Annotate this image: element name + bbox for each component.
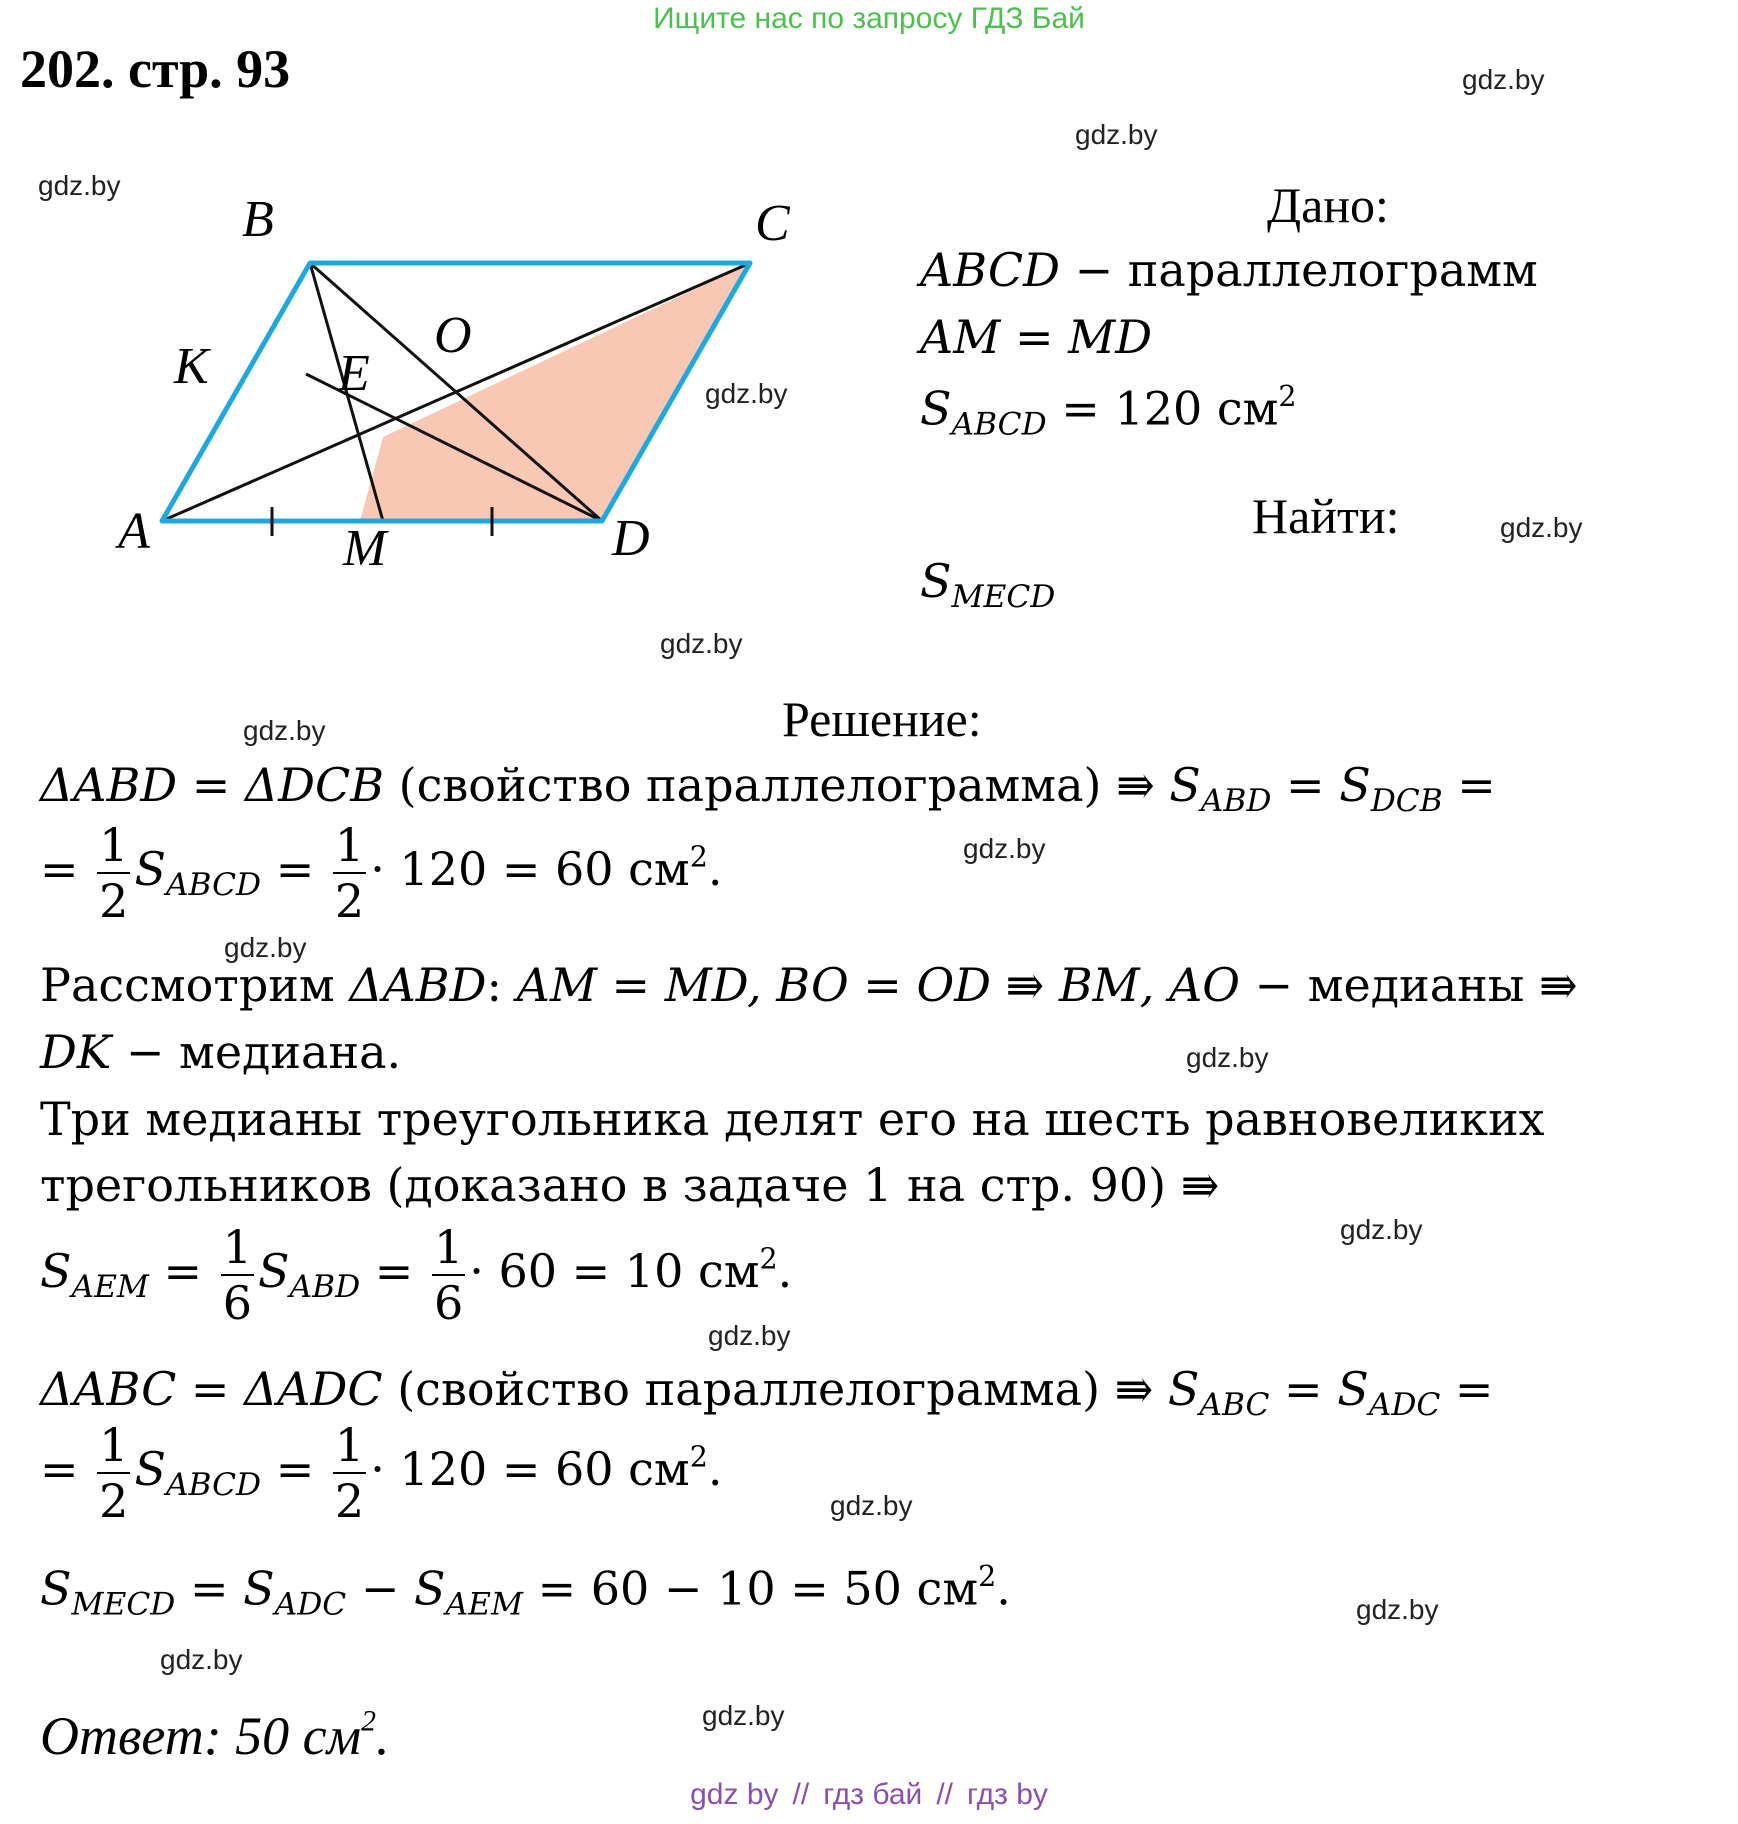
watermark: gdz.by xyxy=(160,1644,243,1675)
top-banner[interactable]: Ищите нас по запросу ГДЗ Бай xyxy=(653,2,1085,35)
watermark: gdz.by xyxy=(1186,1042,1269,1073)
watermark: gdz.by xyxy=(1500,512,1583,543)
label-d: D xyxy=(612,510,650,567)
bottom-link-gdz-by-ru[interactable]: гдз by xyxy=(967,1778,1048,1811)
solution-line-10: $S_{MECD} = S_{ADC} - S_{AEM} = 60 - 10 = 50$ $см^2$. xyxy=(40,1560,1011,1623)
find-heading: Найти: xyxy=(1252,488,1400,544)
shaded-region-mecd xyxy=(360,263,750,521)
watermark: gdz.by xyxy=(963,833,1046,864)
solution-line-3: Рассмотрим ΔABD: AM = MD, BO = OD ⇛ BM, AO − медианы ⇛ xyxy=(40,958,1578,1012)
label-e: E xyxy=(338,345,370,402)
label-b: B xyxy=(242,200,274,248)
given-heading: Дано: xyxy=(1267,177,1389,233)
label-a: A xyxy=(118,503,150,560)
watermark: gdz.by xyxy=(708,1320,791,1351)
watermark: gdz.by xyxy=(224,932,307,963)
solution-heading: Решение: xyxy=(782,691,982,747)
answer-line: Ответ: 50 $см^2$. xyxy=(40,1705,390,1766)
solution-line-8: ΔABC = ΔADC (свойство параллелограмма) ⇛ $S_{ABC} = S_{ADC}$ = xyxy=(40,1362,1494,1423)
watermark: gdz.by xyxy=(830,1490,913,1521)
bottom-link-gdz-by[interactable]: gdz by xyxy=(690,1778,779,1811)
parallelogram-figure xyxy=(100,200,820,590)
solution-line-5: Три медианы треугольника делят его на шесть равновеликих xyxy=(40,1092,1545,1146)
label-m: M xyxy=(343,520,387,577)
watermark: gdz.by xyxy=(705,378,788,409)
given-line-3: $S_{ABCD} = 120$ $см^2$ xyxy=(920,380,1297,443)
watermark: gdz.by xyxy=(243,715,326,746)
solution-line-9: = $\frac{1}{2}$ $S_{ABCD}$ = $\frac{1}{2}$ · 120 = 60 $см^2$. xyxy=(40,1418,723,1528)
watermark: gdz.by xyxy=(1356,1594,1439,1625)
watermark: gdz.by xyxy=(1340,1214,1423,1245)
bottom-banner[interactable] xyxy=(0,1778,1738,1812)
solution-line-1: ΔABD = ΔDCB (свойство параллелограмма) ⇛ $S_{ABD} = S_{DCB}$ = xyxy=(40,758,1496,819)
watermark: gdz.by xyxy=(1462,64,1545,95)
find-target: $S_{MECD}$ xyxy=(920,554,1056,615)
bottom-link-gdz-bai[interactable]: гдз бай xyxy=(823,1778,923,1811)
solution-line-2: = $\frac{1}{2}$ $S_{ABCD}$ = $\frac{1}{2}$ · 120 = 60 $см^2$. xyxy=(40,818,723,928)
label-k: K xyxy=(174,338,209,395)
watermark: gdz.by xyxy=(702,1700,785,1731)
label-c: C xyxy=(755,200,790,252)
watermark: gdz.by xyxy=(38,170,121,201)
task-title: 202. стр. 93 xyxy=(20,39,291,99)
solution-line-6: трегольников (доказано в задаче 1 на стр. 90) ⇛ xyxy=(40,1158,1220,1212)
label-o: O xyxy=(434,307,472,364)
given-line-2: AM = MD xyxy=(920,310,1153,364)
solution-line-7: $S_{AEM}$ = $\frac{1}{6}$ $S_{ABD}$ = $\frac{1}{6}$ · 60 = 10 $см^2$. xyxy=(40,1220,793,1330)
separator: // xyxy=(936,1778,953,1811)
separator: // xyxy=(792,1778,810,1811)
watermark: gdz.by xyxy=(660,628,743,659)
given-line-1: ABCD − параллелограмм xyxy=(920,243,1538,297)
solution-line-4: DK − медиана. xyxy=(40,1025,402,1079)
watermark: gdz.by xyxy=(1075,119,1158,150)
